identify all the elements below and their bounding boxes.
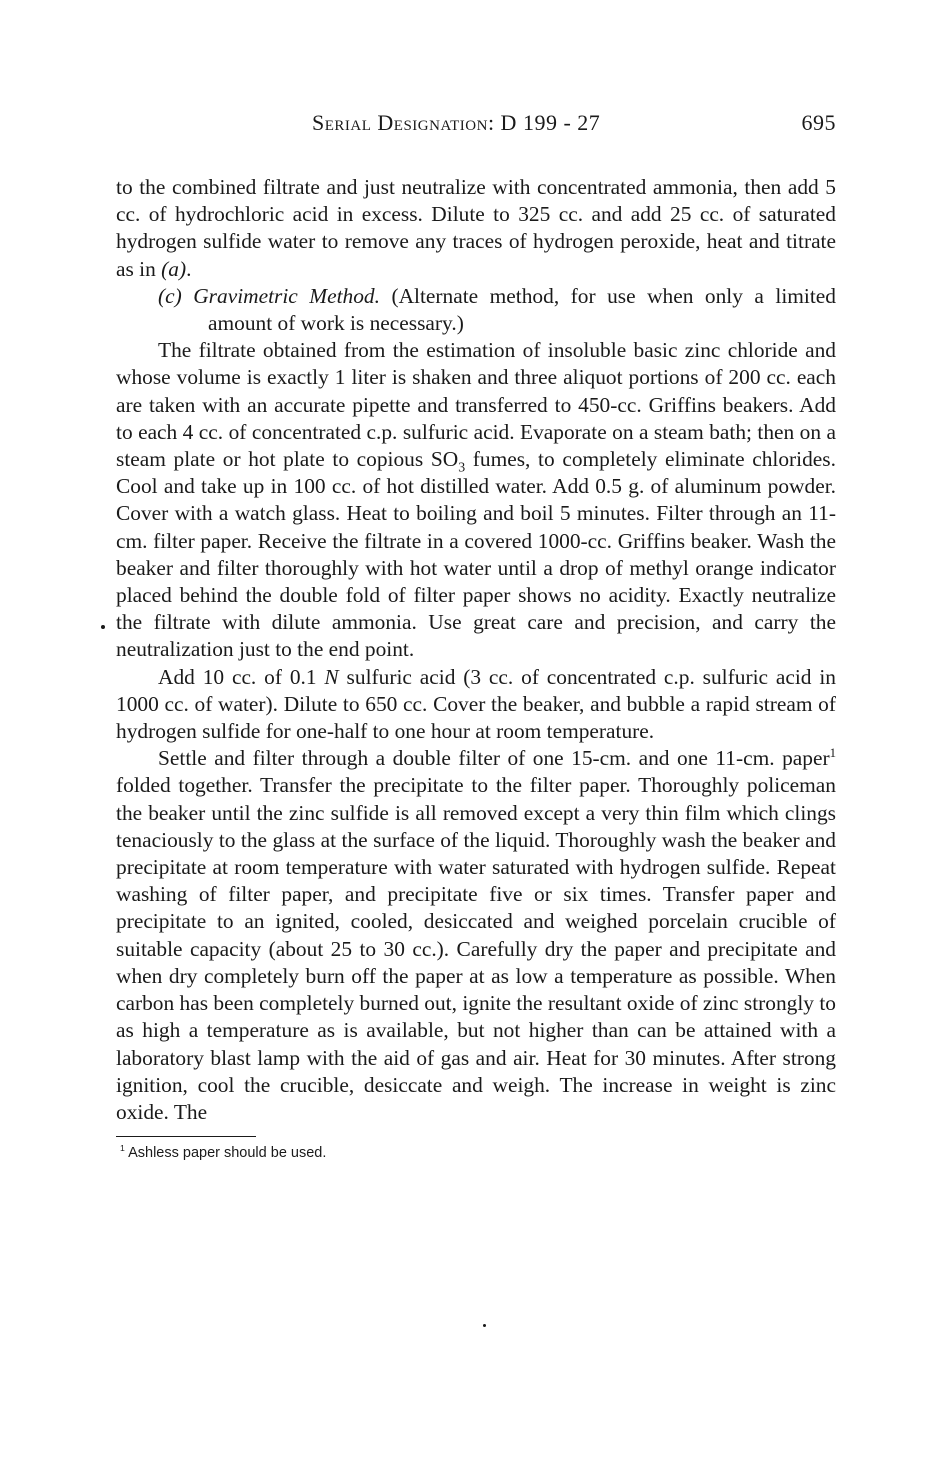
stray-dot [483, 1324, 486, 1327]
body-text [116, 174, 836, 1126]
margin-dot [101, 625, 105, 629]
paragraph-procedure: The filtrate obtained from the estimation of insoluble basic zinc chloride and whose volume is exactly 1 liter is shaken and three aliquot portions of 200 cc. each are taken with an accurate pipette and transferred to 450-cc. Griffins beakers. Add to each 4 cc. of concentrated c.p. sulfuric acid. Evaporate on a steam bath; then on a steam plate or hot plate to copious $SO_3$ fumes, to completely eliminate chlorides. Cool and take up in 100 cc. of hot distilled water. Add 0.5 g. of aluminum powder. Cover with a watch glass. Heat to boiling and boil 5 minutes. Filter through an 11-cm. filter paper. Receive the filtrate in a covered 1000-cc. Griffins beaker. Wash the beaker and filter thoroughly with hot water until a drop of methyl orange indicator placed behind the double fold of filter paper shows no acidity. Exactly neutralize the filtrate with dilute ammonia. Use great care and precision, and carry the neutralization just to the end point. [116, 338, 836, 662]
method-label: (c) Gravimetric Method. [158, 283, 380, 308]
document-page [116, 110, 836, 1161]
footnote [116, 1145, 836, 1161]
footnote-reference: 1 [829, 746, 836, 761]
footnote-text: Ashless paper should be used. [128, 1145, 327, 1162]
footnote-rule [116, 1136, 256, 1137]
page-number: 695 [801, 110, 836, 135]
footnote-marker: 1 [120, 1143, 125, 1154]
running-header [116, 110, 836, 144]
method-heading [116, 283, 836, 337]
serial-designation: Serial Designation: D 199 - 27 [312, 110, 601, 135]
paragraph-acid: Add 10 cc. of 0.1 N sulfuric acid (3 cc. of concentrated c.p. sulfuric acid in 1000 cc. of water). Dilute to 650 cc. Cover the beaker, and bubble a rapid stream of hydrogen sulfide for one-half to one hour at room temperature. [116, 664, 836, 744]
method-note: (Alternate method, for use when only a limited amount of work is necessary.) [208, 283, 836, 336]
paragraph-filtration: Settle and filter through a double filter of one 15-cm. and one 11-cm. paper$^1$ folded together. Transfer the precipitate to the filter paper. Thoroughly policeman the beaker until the zinc sulfide is all removed except a very thin film which clings tenaciously to the glass at the surface of the liquid. Thoroughly wash the beaker and precipitate at room temperature with water saturated with hydrogen sulfide. Repeat washing of filter paper, and precipitate five or six times. Transfer paper and precipitate to an ignited, cooled, desiccated and weighed porcelain crucible of suitable capacity (about 25 to 30 cc.). Carefully dry the paper and precipitate and when dry completely burn off the paper at as low a temperature as possible. When carbon has been completely burned out, ignite the resultant oxide of zinc strongly to as high a temperature as is available, but not higher than can be attained with a laboratory blast lamp with the aid of gas and air. Heat for 30 minutes. After strong ignition, cool the crucible, desiccate and weigh. The increase in weight is zinc oxide. The [116, 746, 836, 1124]
paragraph-continuation: to the combined filtrate and just neutralize with concentrated ammonia, then add 5 cc. of hydrochloric acid in excess. Dilute to 325 cc. and add 25 cc. of saturated hydrogen sulfide water to remove any traces of hydrogen peroxide, heat and titrate as in (a). [116, 175, 836, 281]
